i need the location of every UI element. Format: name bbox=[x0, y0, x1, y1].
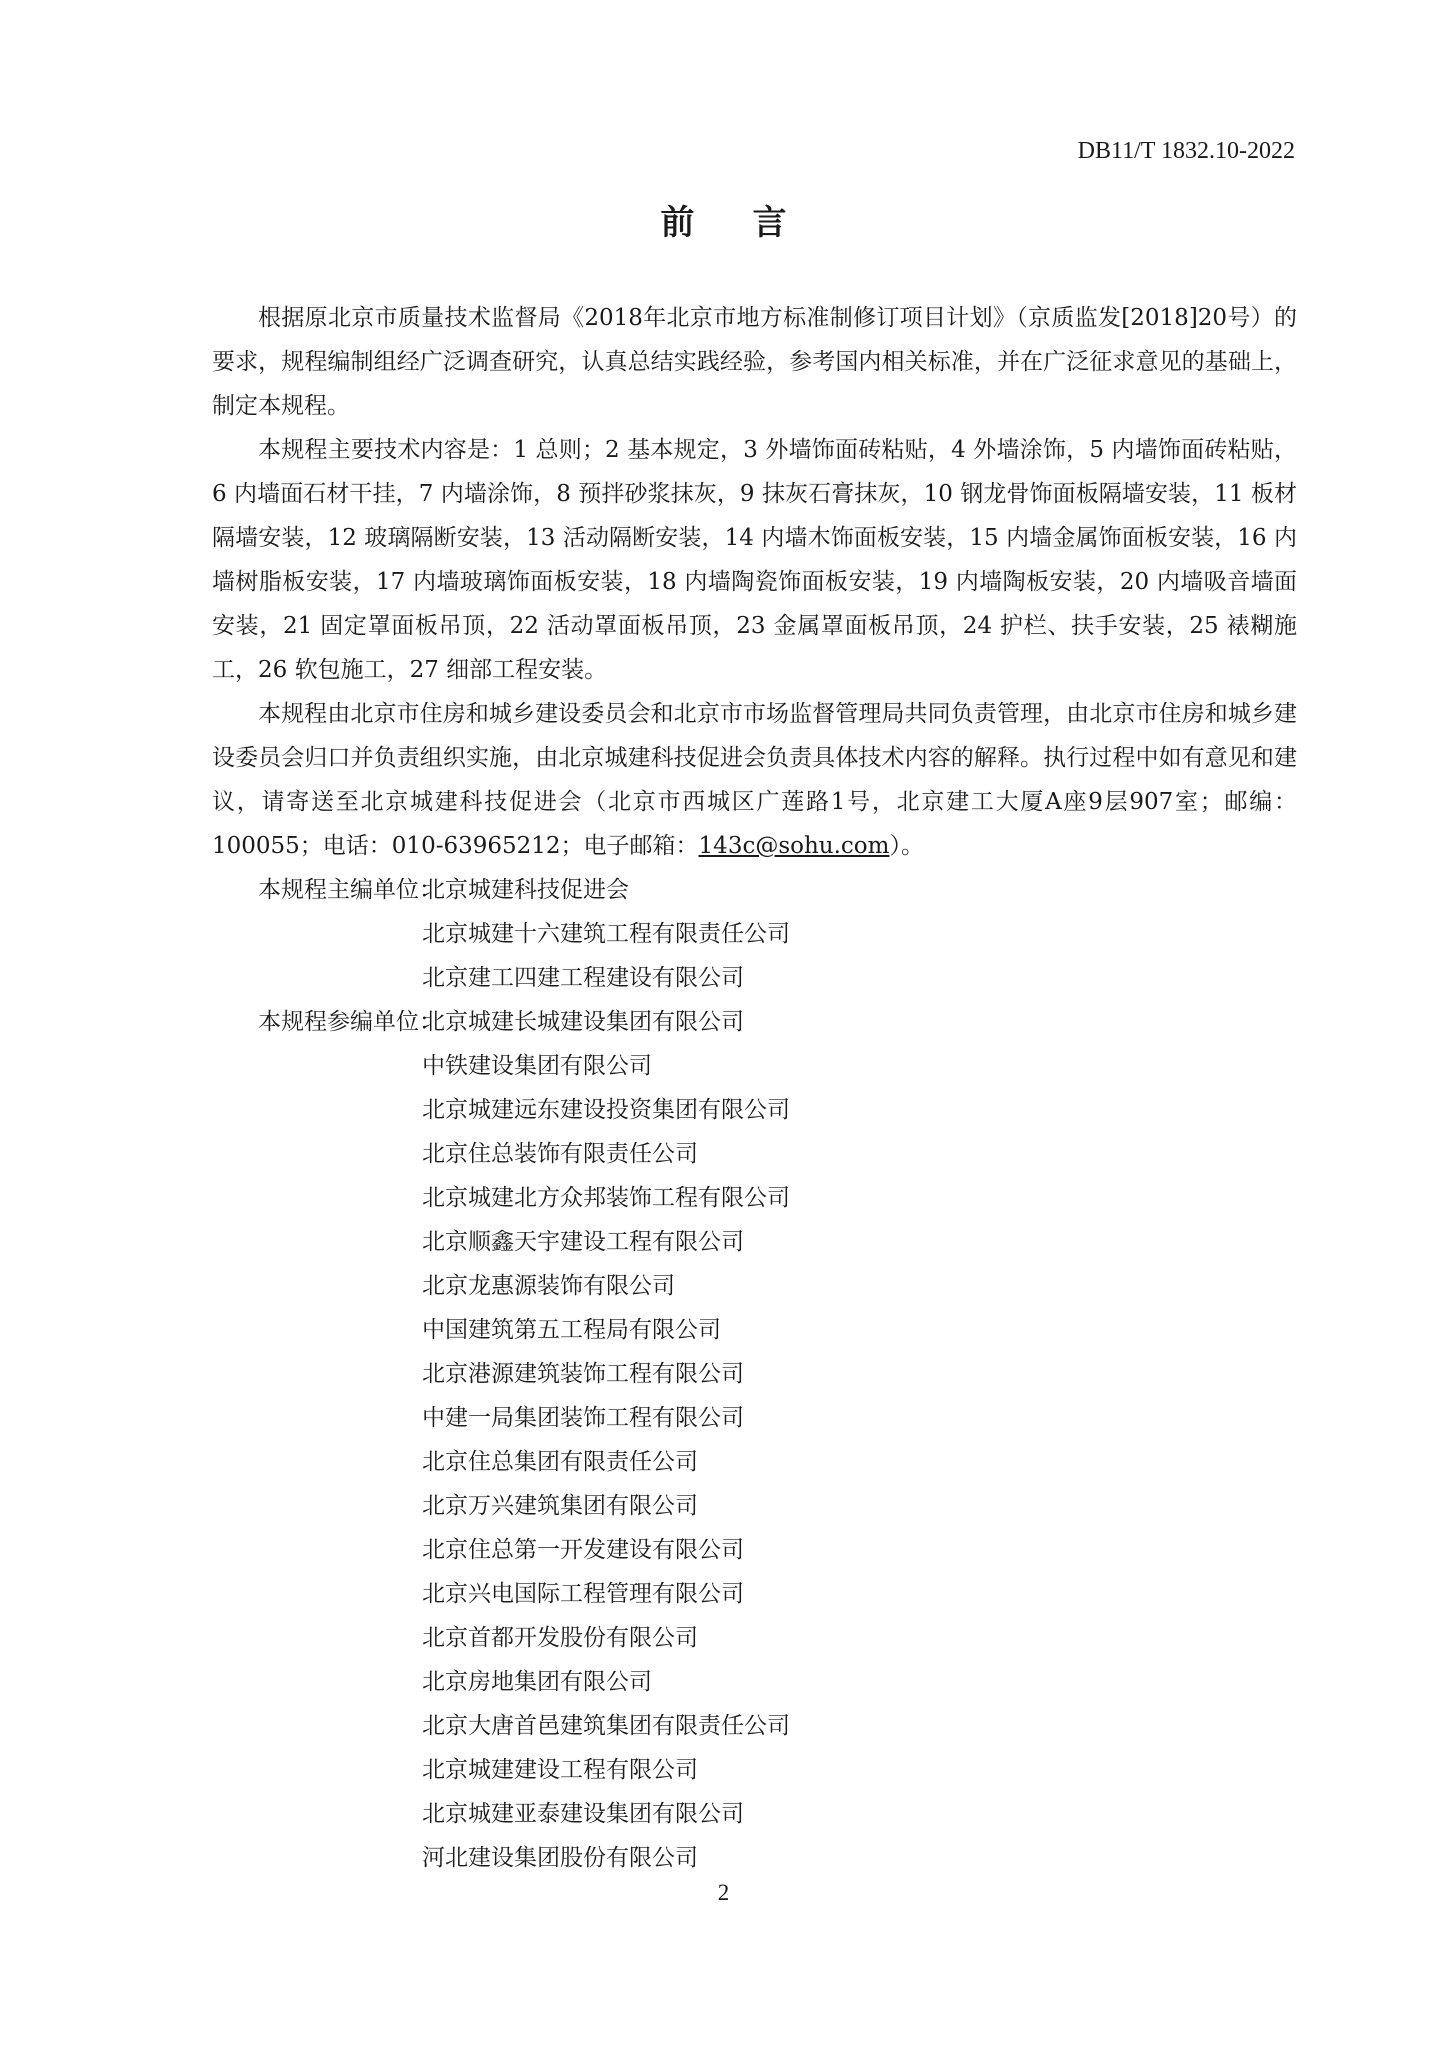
unit-row bbox=[212, 868, 1297, 912]
unit-row bbox=[212, 1704, 1297, 1748]
participating-unit-name: 北京城建远东建设投资集团有限公司 bbox=[422, 1097, 790, 1123]
chief-units-section bbox=[212, 868, 1297, 1000]
participating-unit-name: 中铁建设集团有限公司 bbox=[422, 1053, 652, 1079]
title-char-1: 前 bbox=[660, 203, 695, 243]
participating-unit-name: 北京顺鑫天宇建设工程有限公司 bbox=[422, 1229, 744, 1255]
unit-row bbox=[212, 1308, 1297, 1352]
unit-row bbox=[212, 1792, 1297, 1836]
management-suffix: ）。 bbox=[889, 833, 924, 859]
unit-row bbox=[212, 1440, 1297, 1484]
management-text: 本规程由北京市住房和城乡建设委员会和北京市市场监督管理局共同负责管理，由北京市住房和城乡建设委员会归口并负责组织实施，由北京城建科技促进会负责具体技术内容的解释。执行过程中如有意见和建议，请寄送至北京城建科技促进会（北京市西城区广莲路1号，北京建工大厦A座9层907室；邮编：100055；电话：010-63965212；电子邮箱： bbox=[212, 701, 1297, 859]
unit-row bbox=[212, 1572, 1297, 1616]
email-link[interactable]: 143c@sohu.com bbox=[698, 833, 890, 859]
participating-unit-name: 北京龙惠源装饰有限公司 bbox=[422, 1273, 675, 1299]
unit-row bbox=[212, 1352, 1297, 1396]
unit-row bbox=[212, 1132, 1297, 1176]
unit-row bbox=[212, 1396, 1297, 1440]
page-number: 2 bbox=[717, 1880, 730, 1905]
document-number: DB11/T 1832.10-2022 bbox=[1077, 138, 1295, 164]
participating-unit-name: 北京大唐首邑建筑集团有限责任公司 bbox=[422, 1713, 790, 1739]
participating-unit-name: 北京港源建筑装饰工程有限公司 bbox=[422, 1361, 744, 1387]
chief-unit-name: 北京建工四建工程建设有限公司 bbox=[422, 965, 744, 991]
unit-row bbox=[212, 1484, 1297, 1528]
paragraph-basis: 根据原北京市质量技术监督局《2018年北京市地方标准制修订项目计划》（京质监发[2018]20号）的要求，规程编制组经广泛调查研究，认真总结实践经验，参考国内相关标准，并在广泛征求意见的基础上，制定本规程。 bbox=[212, 305, 1297, 419]
unit-row bbox=[212, 1088, 1297, 1132]
unit-row bbox=[212, 956, 1297, 1000]
participating-unit-name: 中国建筑第五工程局有限公司 bbox=[422, 1317, 721, 1343]
unit-row bbox=[212, 1176, 1297, 1220]
participating-unit-name: 北京住总装饰有限责任公司 bbox=[422, 1141, 698, 1167]
unit-row bbox=[212, 1044, 1297, 1088]
page-title bbox=[0, 195, 1447, 244]
unit-row bbox=[212, 1264, 1297, 1308]
unit-row bbox=[212, 1836, 1297, 1880]
participating-unit-name: 北京城建长城建设集团有限公司 bbox=[422, 1009, 744, 1035]
participating-unit-name: 北京首都开发股份有限公司 bbox=[422, 1625, 698, 1651]
participating-unit-name: 河北建设集团股份有限公司 bbox=[422, 1845, 698, 1871]
unit-row bbox=[212, 1748, 1297, 1792]
participating-unit-name: 北京城建建设工程有限公司 bbox=[422, 1757, 698, 1783]
title-char-2: 言 bbox=[752, 203, 787, 243]
participating-unit-name: 北京城建亚泰建设集团有限公司 bbox=[422, 1801, 744, 1827]
participating-unit-name: 北京兴电国际工程管理有限公司 bbox=[422, 1581, 744, 1607]
participating-units-section bbox=[212, 1000, 1297, 1880]
chief-unit-name: 北京城建科技促进会 bbox=[422, 877, 629, 903]
paragraph-management bbox=[212, 692, 1297, 868]
unit-row bbox=[212, 1000, 1297, 1044]
participating-unit-name: 北京万兴建筑集团有限公司 bbox=[422, 1493, 698, 1519]
participating-unit-name: 中建一局集团装饰工程有限公司 bbox=[422, 1405, 744, 1431]
paragraph-contents: 本规程主要技术内容是：1 总则；2 基本规定，3 外墙饰面砖粘贴，4 外墙涂饰，5 内墙饰面砖粘贴，6 内墙面石材干挂，7 内墙涂饰，8 预拌砂浆抹灰，9 抹灰石膏抹灰，10 钢龙骨饰面板隔墙安装，11 板材隔墙安装，12 玻璃隔断安装，13 活动隔断安装，14 内墙木饰面板安装，15 内墙金属饰面板安装，16 内墙树脂板安装，17 内墙玻璃饰面板安装，18 内墙陶瓷饰面板安装，19 内墙陶板安装，20 内墙吸音墙面安装，21 固定罩面板吊顶，22 活动罩面板吊顶，23 金属罩面板吊顶，24 护栏、扶手安装，25 裱糊施工，26 软包施工，27 细部工程安装。 bbox=[212, 437, 1297, 683]
participating-unit-name: 北京城建北方众邦装饰工程有限公司 bbox=[422, 1185, 790, 1211]
participating-unit-name: 北京房地集团有限公司 bbox=[422, 1669, 652, 1695]
unit-row bbox=[212, 1220, 1297, 1264]
participating-unit-name: 北京住总第一开发建设有限公司 bbox=[422, 1537, 744, 1563]
chief-unit-name: 北京城建十六建筑工程有限责任公司 bbox=[422, 921, 790, 947]
unit-row bbox=[212, 1660, 1297, 1704]
unit-row bbox=[212, 1616, 1297, 1660]
participating-unit-name: 北京住总集团有限责任公司 bbox=[422, 1449, 698, 1475]
unit-row bbox=[212, 1528, 1297, 1572]
participating-units-label: 本规程参编单位： bbox=[258, 1009, 442, 1035]
unit-row bbox=[212, 912, 1297, 956]
chief-units-label: 本规程主编单位： bbox=[258, 877, 442, 903]
document-body bbox=[212, 296, 1297, 1880]
